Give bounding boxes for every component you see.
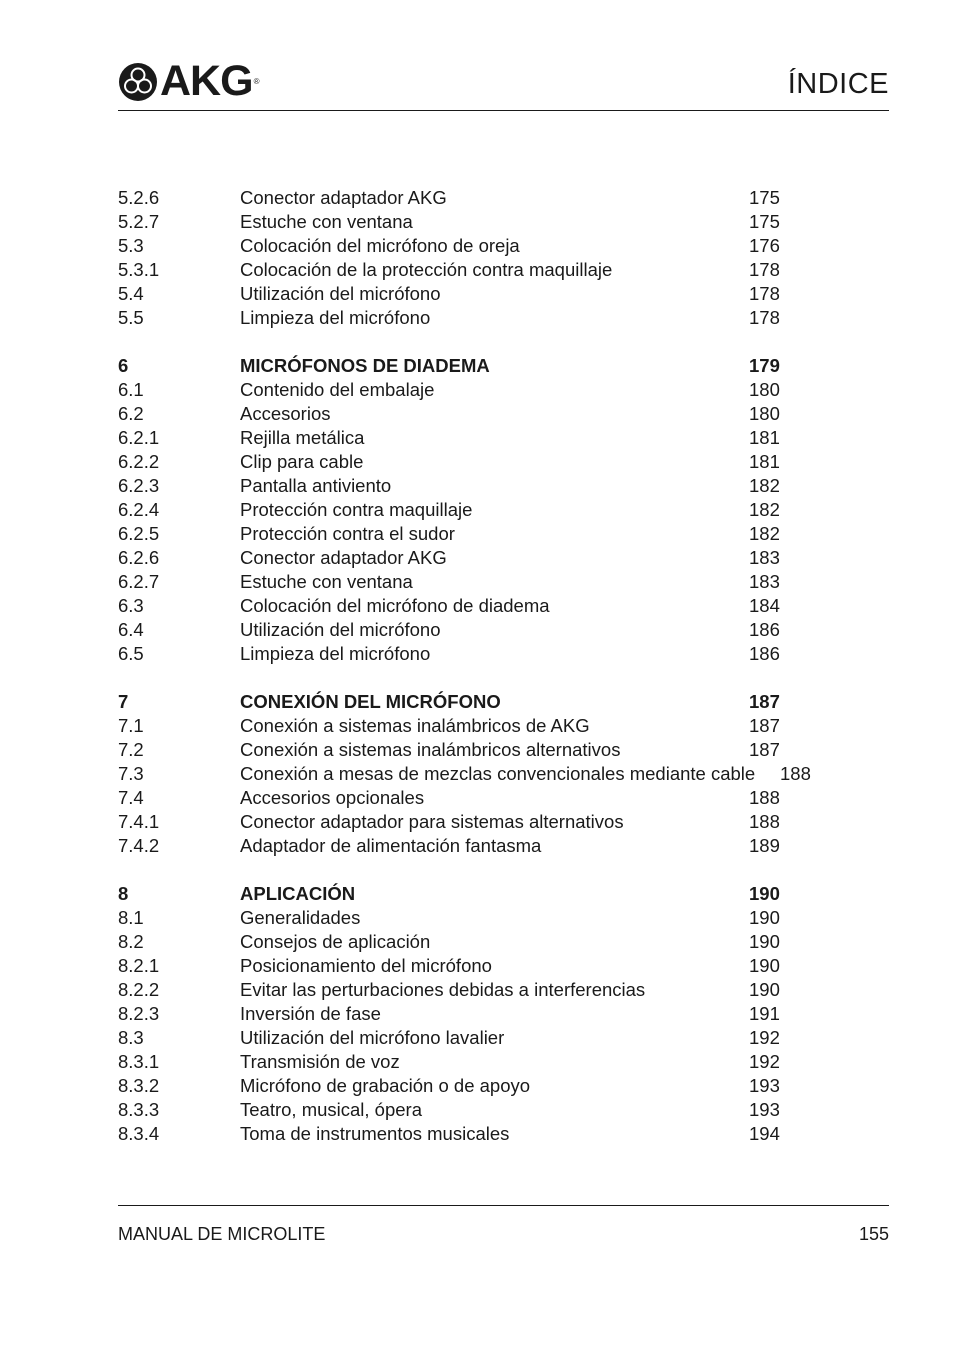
toc-entry-row[interactable] [118, 522, 818, 546]
toc-entry-page: 181 [749, 451, 780, 472]
toc-entry-page: 182 [749, 499, 780, 520]
toc-entry-number: 7 [118, 691, 129, 712]
toc-entry-page: 194 [749, 1123, 780, 1144]
toc-entry-page: 183 [749, 547, 780, 568]
manual-title: MANUAL DE MICROLITE [118, 1224, 326, 1244]
toc-entry-title: Rejilla metálica [240, 427, 365, 448]
toc-entry-page: 190 [749, 883, 780, 904]
toc-entry-number: 7.1 [118, 715, 144, 736]
toc-entry-number: 5.5 [118, 307, 144, 328]
toc-entry-page: 175 [749, 211, 780, 232]
toc-entry-row[interactable] [118, 1002, 818, 1026]
toc-entry-row[interactable] [118, 834, 818, 858]
toc-entry-number: 8.2.3 [118, 1003, 160, 1024]
toc-entry-page: 182 [749, 523, 780, 544]
toc-entry-row[interactable] [118, 978, 818, 1002]
toc-entry-page: 191 [749, 1003, 780, 1024]
toc-entry-number: 8.2 [118, 931, 144, 952]
toc-entry-row[interactable] [118, 474, 818, 498]
toc-entry-row[interactable] [118, 450, 818, 474]
toc-entry-row[interactable] [118, 258, 818, 282]
toc-entry-title: Estuche con ventana [240, 211, 413, 232]
toc-entry-page: 179 [749, 355, 780, 376]
toc-entry-page: 178 [749, 283, 780, 304]
toc-entry-row[interactable] [118, 1074, 818, 1098]
toc-entry-row[interactable] [118, 282, 818, 306]
toc-entry-title: Conexión a mesas de mezclas convencionales mediante cable [240, 763, 756, 784]
toc-entry-page: 189 [749, 835, 780, 856]
toc-entry-number: 5.2.7 [118, 211, 160, 232]
toc-entry-page: 193 [749, 1099, 780, 1120]
toc-entry-title: Micrófono de grabación o de apoyo [240, 1075, 531, 1096]
toc-entry-title: Conector adaptador para sistemas alternativos [240, 811, 624, 832]
toc-entry-title: Utilización del micrófono lavalier [240, 1027, 505, 1048]
toc-entry-title: Conector adaptador AKG [240, 547, 447, 568]
toc-entry-number: 6 [118, 355, 129, 376]
toc-entry-page: 187 [749, 715, 780, 736]
toc-entry-title: Limpieza del micrófono [240, 307, 431, 328]
toc-entry-title: Utilización del micrófono [240, 619, 441, 640]
toc-entry-number: 6.1 [118, 379, 144, 400]
page-number: 155 [858, 1224, 889, 1244]
toc-entry-title: Limpieza del micrófono [240, 643, 431, 664]
toc-entry-number: 7.2 [118, 739, 144, 760]
toc-entry-row[interactable] [118, 906, 818, 930]
toc-entry-number: 6.2.5 [118, 523, 160, 544]
toc-entry-number: 6.2.7 [118, 571, 160, 592]
section-spacer [118, 666, 818, 690]
toc-entry-row[interactable] [118, 738, 818, 762]
toc-entry-page: 190 [749, 907, 780, 928]
toc-entry-title: Accesorios [240, 403, 331, 424]
toc-entry-page: 180 [749, 403, 780, 424]
akg-emblem-icon [118, 62, 158, 102]
toc-entry-number: 5.2.6 [118, 187, 160, 208]
toc-entry-title: Teatro, musical, ópera [240, 1099, 423, 1120]
toc-entry-number: 6.3 [118, 595, 144, 616]
toc-entry-row[interactable] [118, 954, 818, 978]
toc-entry-title: Generalidades [240, 907, 361, 928]
toc-entry-number: 7.3 [118, 763, 144, 784]
page-footer [118, 1205, 889, 1244]
toc-chapter-row[interactable] [118, 354, 818, 378]
brand-name: AKG [160, 57, 253, 105]
toc-entry-row[interactable] [118, 426, 818, 450]
toc-entry-page: 190 [749, 931, 780, 952]
toc-entry-row[interactable] [118, 786, 818, 810]
toc-entry-page: 193 [749, 1075, 780, 1096]
toc-entry-page: 178 [749, 259, 780, 280]
toc-entry-page: 186 [749, 643, 780, 664]
toc-entry-row[interactable] [118, 378, 818, 402]
akg-logo [118, 57, 260, 105]
page-title: ÍNDICE [787, 68, 889, 100]
toc-entry-number: 5.4 [118, 283, 144, 304]
toc-entry-number: 6.2.4 [118, 499, 160, 520]
toc-entry-number: 6.2.1 [118, 427, 160, 448]
toc-entry-row[interactable] [118, 210, 818, 234]
toc-entry-row[interactable] [118, 498, 818, 522]
toc-entry-title: Conexión a sistemas inalámbricos de AKG [240, 715, 590, 736]
toc-entry-row[interactable] [118, 594, 818, 618]
toc-entry-page: 192 [749, 1051, 780, 1072]
page-header [118, 52, 889, 111]
toc-entry-number: 6.2.3 [118, 475, 160, 496]
toc-entry-title: Utilización del micrófono [240, 283, 441, 304]
toc-entry-row[interactable] [118, 402, 818, 426]
toc-entry-page: 190 [749, 955, 780, 976]
toc-entry-row[interactable] [118, 810, 818, 834]
toc-entry-row[interactable] [118, 1026, 818, 1050]
toc-entry-row[interactable] [118, 1098, 818, 1122]
toc-entry-title: Contenido del embalaje [240, 379, 435, 400]
toc-entry-page: 180 [749, 379, 780, 400]
toc-entry-row[interactable] [118, 618, 818, 642]
toc-entry-page: 188 [780, 763, 811, 784]
toc-entry-row[interactable] [118, 306, 818, 330]
toc-entry-row[interactable] [118, 186, 818, 210]
toc-entry-number: 7.4.2 [118, 835, 160, 856]
toc-entry-page: 182 [749, 475, 780, 496]
toc-entry-page: 187 [749, 691, 780, 712]
toc-entry-title: Posicionamiento del micrófono [240, 955, 492, 976]
toc-entry-number: 7.4 [118, 787, 144, 808]
toc-entry-title: Transmisión de voz [240, 1051, 400, 1072]
toc-entry-page: 175 [749, 187, 780, 208]
toc-entry-title: Toma de instrumentos musicales [240, 1123, 510, 1144]
toc-entry-number: 6.2.2 [118, 451, 160, 472]
toc-entry-number: 8.1 [118, 907, 144, 928]
toc-entry-row[interactable] [118, 1122, 818, 1146]
toc-entry-number: 8.3.4 [118, 1123, 160, 1144]
toc-entry-number: 8.3 [118, 1027, 144, 1048]
toc-entry-page: 186 [749, 619, 780, 640]
toc-entry-number: 8.3.3 [118, 1099, 160, 1120]
toc-entry-row[interactable] [118, 714, 818, 738]
toc-entry-row[interactable] [118, 1050, 818, 1074]
toc-entry-title: Evitar las perturbaciones debidas a interferencias [240, 979, 646, 1000]
toc-entry-number: 8 [118, 883, 129, 904]
toc-entry-page: 176 [749, 235, 780, 256]
toc-entry-title: Adaptador de alimentación fantasma [240, 835, 542, 856]
toc-entry-title: Accesorios opcionales [240, 787, 425, 808]
toc-entry-title: Colocación del micrófono de diadema [240, 595, 550, 616]
toc-entry-number: 6.4 [118, 619, 144, 640]
toc-entry-title: Clip para cable [240, 451, 364, 472]
toc-entry-page: 178 [749, 307, 780, 328]
toc-entry-title: MICRÓFONOS DE DIADEMA [240, 355, 490, 376]
toc-entry-number: 6.2.6 [118, 547, 160, 568]
toc-entry-number: 6.2 [118, 403, 144, 424]
toc-entry-number: 5.3 [118, 235, 144, 256]
toc-entry-number: 8.3.1 [118, 1051, 160, 1072]
toc-entry-page: 181 [749, 427, 780, 448]
toc-entry-number: 8.3.2 [118, 1075, 160, 1096]
toc-entry-number: 8.2.1 [118, 955, 160, 976]
toc-entry-title: Conexión a sistemas inalámbricos alternativos [240, 739, 621, 760]
toc-entry-page: 187 [749, 739, 780, 760]
toc-entry-row[interactable] [118, 234, 818, 258]
toc-entry-page: 190 [749, 979, 780, 1000]
toc-entry-row[interactable] [118, 930, 818, 954]
toc-entry-number: 6.5 [118, 643, 144, 664]
toc-entry-row[interactable] [118, 642, 818, 666]
toc-entry-number: 5.3.1 [118, 259, 160, 280]
registered-mark: ® [253, 77, 260, 86]
toc-entry-title: Colocación del micrófono de oreja [240, 235, 520, 256]
toc-entry-row[interactable] [118, 762, 818, 786]
toc-entry-title: APLICACIÓN [240, 883, 356, 904]
toc-entry-title: CONEXIÓN DEL MICRÓFONO [240, 691, 501, 712]
toc-entry-title: Conector adaptador AKG [240, 187, 447, 208]
toc-chapter-row[interactable] [118, 882, 818, 906]
toc-entry-number: 7.4.1 [118, 811, 160, 832]
toc-entry-row[interactable] [118, 546, 818, 570]
section-spacer [118, 858, 818, 882]
toc-entry-page: 188 [749, 787, 780, 808]
toc-entry-title: Estuche con ventana [240, 571, 413, 592]
toc-entry-number: 8.2.2 [118, 979, 160, 1000]
toc-entry-row[interactable] [118, 570, 818, 594]
table-of-contents [118, 186, 818, 1146]
toc-entry-title: Inversión de fase [240, 1003, 381, 1024]
toc-entry-title: Protección contra el sudor [240, 523, 455, 544]
toc-entry-title: Colocación de la protección contra maquillaje [240, 259, 613, 280]
toc-entry-title: Protección contra maquillaje [240, 499, 473, 520]
section-spacer [118, 330, 818, 354]
toc-chapter-row[interactable] [118, 690, 818, 714]
toc-entry-page: 184 [749, 595, 780, 616]
toc-entry-page: 183 [749, 571, 780, 592]
toc-entry-title: Pantalla antiviento [240, 475, 392, 496]
toc-entry-page: 188 [749, 811, 780, 832]
toc-entry-page: 192 [749, 1027, 780, 1048]
toc-entry-title: Consejos de aplicación [240, 931, 431, 952]
